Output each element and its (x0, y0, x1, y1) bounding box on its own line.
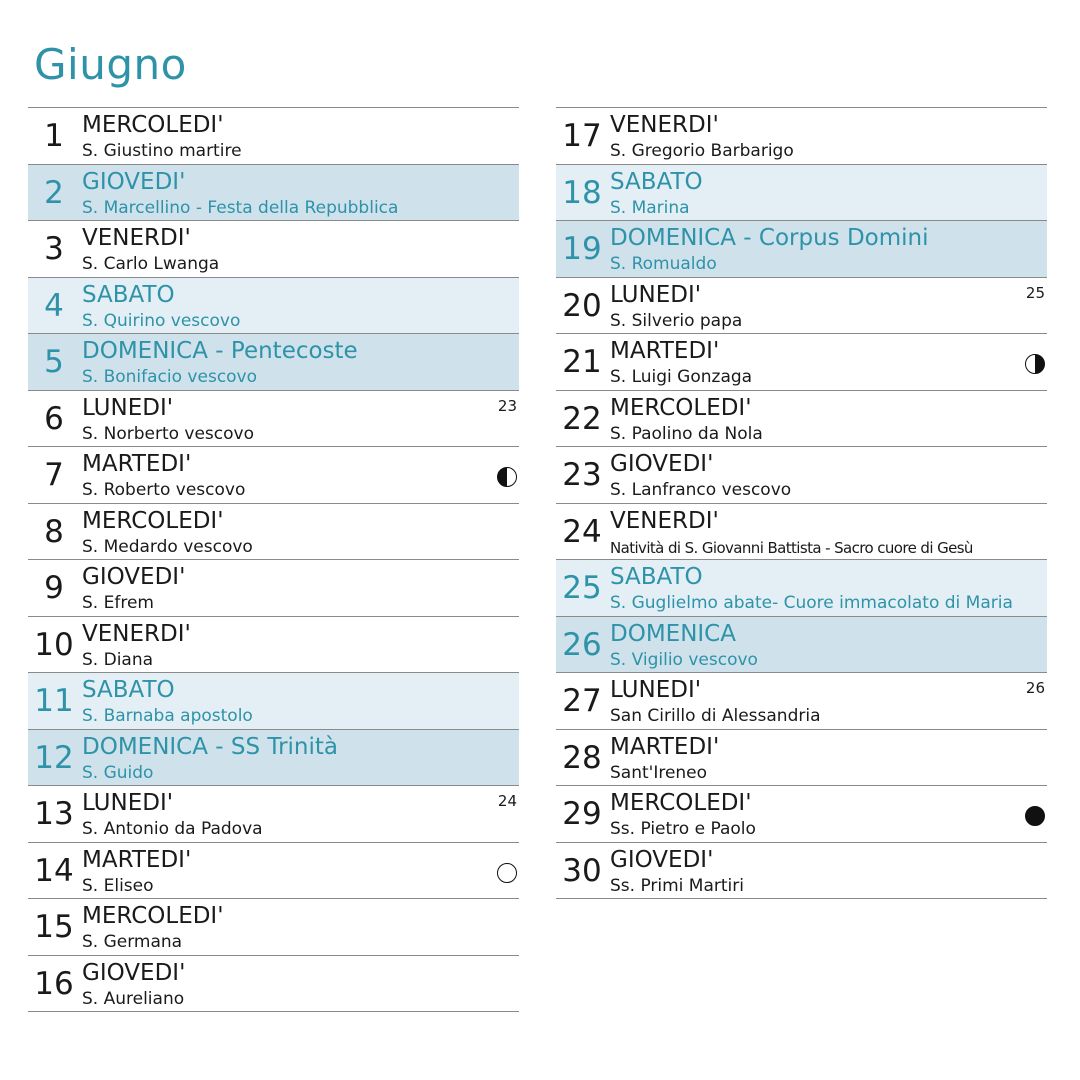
day-number: 19 (562, 231, 602, 267)
day-row (556, 560, 1047, 617)
saint-name: S. Germana (82, 932, 183, 952)
saint-name: Sant'Ireneo (610, 762, 708, 783)
saint-name: S. Quirino vescovo (82, 310, 241, 331)
saint-name: S. Guido (82, 762, 154, 783)
day-row (556, 673, 1047, 730)
saint-name: S. Eliseo (82, 875, 154, 896)
day-number: 12 (34, 739, 74, 776)
week-number: 23 (497, 396, 517, 415)
day-number: 7 (44, 457, 64, 493)
weekday-label: GIOVEDI' (82, 168, 186, 195)
day-number: 13 (34, 796, 74, 832)
day-row (556, 730, 1047, 787)
full-moon-icon (497, 863, 517, 883)
day-row (556, 843, 1047, 900)
saint-name: S. Medardo vescovo (82, 536, 253, 557)
week-number: 25 (1025, 283, 1045, 302)
day-row (28, 221, 519, 278)
weekday-label: MERCOLEDI' (82, 507, 224, 534)
day-row (28, 843, 519, 900)
day-number: 16 (34, 965, 74, 1002)
day-row (28, 617, 519, 674)
weekday-label: LUNEDI' (610, 281, 702, 308)
day-row (28, 730, 519, 787)
day-row (556, 504, 1047, 561)
day-row (28, 108, 519, 165)
day-row (28, 447, 519, 504)
weekday-label: GIOVEDI' (82, 959, 186, 986)
week-number: 26 (1025, 679, 1045, 697)
day-row (556, 334, 1047, 391)
weekday-label: VENERDI' (82, 620, 191, 647)
day-number: 2 (44, 174, 64, 211)
saint-name: S. Roberto vescovo (82, 480, 246, 500)
weekday-label: DOMENICA (610, 620, 736, 647)
day-row (556, 221, 1047, 278)
saint-name: S. Giustino martire (82, 141, 242, 161)
weekday-label: SABATO (610, 168, 703, 195)
saint-name: S. Vigilio vescovo (610, 649, 758, 670)
day-number: 29 (562, 796, 602, 832)
day-row (28, 391, 519, 448)
saint-name: S. Antonio da Padova (82, 819, 263, 839)
weekday-label: SABATO (82, 677, 175, 703)
weekday-label: VENERDI' (610, 112, 719, 138)
day-row (28, 786, 519, 843)
weekday-label: GIOVEDI' (610, 846, 714, 873)
saint-name: S. Guglielmo abate- Cuore immacolato di Maria (610, 593, 1013, 613)
saint-name: San Cirillo di Alessandria (610, 706, 821, 726)
saint-name: S. Silverio papa (610, 310, 743, 331)
day-number: 4 (44, 287, 64, 324)
day-row (556, 786, 1047, 843)
day-row (28, 165, 519, 222)
day-row (28, 278, 519, 335)
weekday-label: LUNEDI' (82, 790, 174, 816)
saint-name: Ss. Pietro e Paolo (610, 819, 756, 839)
first-quarter-moon-icon (497, 467, 517, 487)
saint-name: S. Luigi Gonzaga (610, 367, 753, 387)
weekday-label: SABATO (610, 564, 703, 590)
saint-name: S. Aureliano (82, 988, 185, 1009)
calendar-column-right (556, 107, 1047, 899)
weekday-label: MERCOLEDI' (82, 112, 224, 138)
day-number: 22 (562, 400, 602, 437)
day-row (28, 956, 519, 1013)
day-number: 21 (562, 344, 602, 380)
weekday-label: VENERDI' (82, 225, 191, 251)
saint-name: Natività di S. Giovanni Battista - Sacro cuore di Gesù (610, 538, 973, 557)
weekday-label: MARTEDI' (610, 338, 720, 364)
weekday-label: MERCOLEDI' (610, 394, 752, 421)
day-number: 20 (562, 287, 602, 324)
weekday-label: SABATO (82, 281, 175, 308)
weekday-label: VENERDI' (610, 507, 719, 534)
day-number: 11 (34, 683, 74, 719)
saint-name: S. Diana (82, 649, 154, 670)
weekday-label: LUNEDI' (610, 677, 702, 703)
day-number: 8 (44, 513, 64, 550)
saint-name: Ss. Primi Martiri (610, 875, 744, 896)
day-number: 9 (44, 570, 64, 606)
saint-name: S. Norberto vescovo (82, 423, 255, 444)
day-row (28, 899, 519, 956)
saint-name: S. Gregorio Barbarigo (610, 141, 794, 161)
day-number: 6 (44, 400, 64, 437)
day-number: 15 (34, 909, 74, 945)
day-number: 17 (562, 118, 602, 154)
weekday-label: DOMENICA - SS Trinità (82, 733, 338, 760)
weekday-label: MARTEDI' (82, 451, 192, 477)
day-number: 28 (562, 739, 602, 776)
saint-name: S. Paolino da Nola (610, 423, 763, 444)
day-row (556, 108, 1047, 165)
saint-name: S. Efrem (82, 593, 154, 613)
day-row (556, 617, 1047, 674)
day-number: 26 (562, 626, 602, 663)
weekday-label: GIOVEDI' (610, 451, 714, 477)
saint-name: S. Carlo Lwanga (82, 254, 220, 274)
day-row (28, 334, 519, 391)
day-row (556, 278, 1047, 335)
weekday-label: DOMENICA - Pentecoste (82, 338, 358, 364)
saint-name: S. Barnaba apostolo (82, 706, 253, 726)
day-number: 10 (34, 626, 74, 663)
day-row (28, 560, 519, 617)
day-row (556, 391, 1047, 448)
day-number: 14 (34, 852, 74, 889)
saint-name: S. Marcellino - Festa della Repubblica (82, 197, 399, 218)
weekday-label: MARTEDI' (82, 846, 192, 873)
saint-name: S. Bonifacio vescovo (82, 367, 258, 387)
day-number: 3 (44, 231, 64, 267)
day-number: 18 (562, 174, 602, 211)
weekday-label: MERCOLEDI' (610, 790, 752, 816)
day-row (28, 673, 519, 730)
weekday-label: GIOVEDI' (82, 564, 186, 590)
weekday-label: MERCOLEDI' (82, 903, 224, 929)
weekday-label: MARTEDI' (610, 733, 720, 760)
day-row (556, 165, 1047, 222)
saint-name: S. Marina (610, 197, 690, 218)
day-number: 23 (562, 457, 602, 493)
day-number: 1 (44, 118, 64, 154)
calendar-column-left (28, 107, 519, 1012)
new-moon-icon (1025, 806, 1045, 826)
day-number: 27 (562, 683, 602, 719)
month-title: Giugno (34, 40, 187, 89)
day-number: 30 (562, 852, 602, 889)
weekday-label: LUNEDI' (82, 394, 174, 421)
saint-name: S. Lanfranco vescovo (610, 480, 792, 500)
day-number: 24 (562, 513, 602, 550)
weekday-label: DOMENICA - Corpus Domini (610, 225, 929, 251)
day-row (28, 504, 519, 561)
saint-name: S. Romualdo (610, 254, 717, 274)
day-number: 25 (562, 570, 602, 606)
day-number: 5 (44, 344, 64, 380)
day-row (556, 447, 1047, 504)
week-number: 24 (497, 792, 517, 810)
last-quarter-moon-icon (1025, 354, 1045, 374)
